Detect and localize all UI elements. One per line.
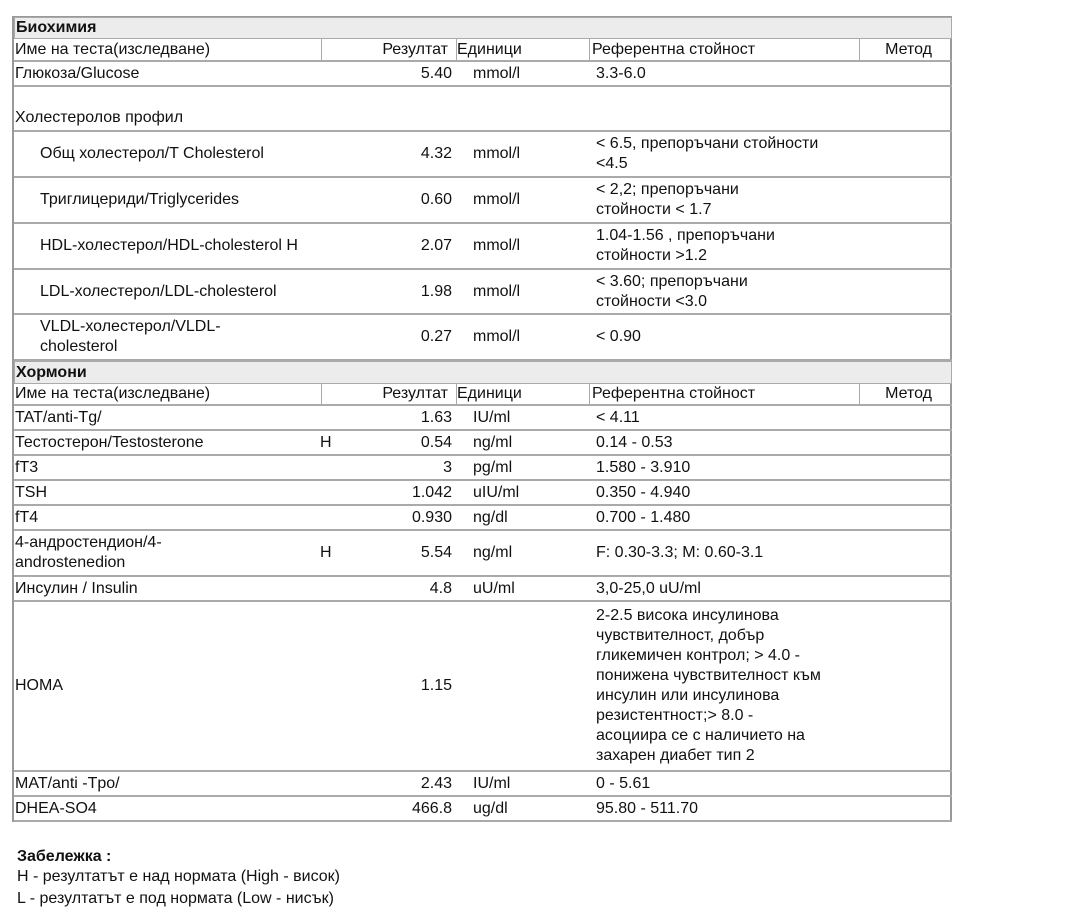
reference-range: 0.14 - 0.53 — [596, 433, 673, 451]
table-row — [14, 178, 952, 224]
reference-range: < 6.5, препоръчани стойности <4.5 — [596, 135, 819, 172]
units: mmol/l — [473, 328, 521, 345]
header-reference: Референтна стойност — [590, 39, 860, 60]
result-value: 0.54 — [420, 433, 452, 451]
units: IU/ml — [473, 774, 511, 792]
units — [473, 602, 593, 770]
table-row — [14, 406, 952, 431]
table-row — [14, 270, 952, 315]
reference-range: < 4.11 — [596, 408, 640, 426]
header-result: Резултат — [322, 39, 457, 60]
header-name: Име на теста(изследване) — [15, 39, 322, 60]
reference-range: 95.80 - 511.70 — [596, 799, 699, 817]
result-value: 1.98 — [420, 282, 452, 300]
units: mmol/l — [473, 237, 521, 254]
section-title-row — [14, 17, 952, 39]
table-row — [14, 602, 952, 772]
result-value: 0.27 — [420, 328, 452, 345]
reference-range: < 0.90 — [596, 328, 641, 345]
result-value: 466.8 — [411, 799, 452, 817]
units: ng/ml — [473, 433, 513, 451]
test-name: HDL-холестерол/HDL-cholesterol H — [40, 237, 298, 254]
header-method: Метод — [885, 40, 932, 58]
table-row — [14, 456, 952, 481]
test-name: HOMA — [15, 677, 63, 694]
reference-range: 3.3-6.0 — [596, 64, 646, 82]
test-name: Глюкоза/Glucose — [15, 64, 140, 82]
units: mmol/l — [473, 282, 521, 300]
table-row — [14, 797, 952, 822]
result-value: 4.32 — [420, 145, 452, 162]
units: uU/ml — [473, 579, 515, 597]
header-units: Единици — [457, 384, 590, 404]
result-value: 1.63 — [420, 408, 452, 426]
reference-range: 1.580 - 3.910 — [596, 458, 691, 476]
note-low: L - резултатът е под нормата (Low - нисък) — [17, 890, 334, 907]
result-value: 4.8 — [429, 579, 452, 597]
test-name: MAT/anti -Tpo/ — [15, 774, 120, 792]
result-value: 0.930 — [411, 508, 452, 526]
result-value: 1.15 — [420, 677, 452, 694]
note-high: H - резултатът е над нормата (High - висок) — [17, 868, 340, 885]
test-name: fT3 — [15, 458, 39, 476]
reference-range: 0.700 - 1.480 — [596, 508, 691, 526]
reference-range: 0.350 - 4.940 — [596, 483, 691, 501]
column-header-row — [14, 384, 952, 406]
test-name: fT4 — [15, 508, 39, 526]
section-title: Хормони — [16, 363, 87, 381]
test-name: Общ холестерол/T Cholesterol — [40, 145, 264, 162]
test-name: LDL-холестерол/LDL-cholesterol — [40, 282, 277, 300]
table-row — [14, 506, 952, 531]
result-value: 5.54 — [420, 544, 452, 561]
column-header-row — [14, 39, 952, 62]
reference-range: < 3.60; препоръчани стойности <3.0 — [596, 272, 748, 310]
test-name: 4-андростендион/4- androstenedion — [15, 534, 162, 571]
units: ng/ml — [473, 544, 513, 561]
result-value: 2.07 — [420, 237, 452, 254]
group-row — [14, 87, 952, 132]
reference-range: 0 - 5.61 — [596, 774, 651, 792]
test-name: Инсулин / Insulin — [15, 579, 138, 597]
table-row — [14, 481, 952, 506]
table-row — [14, 315, 952, 361]
units: pg/ml — [473, 458, 513, 476]
result-value: 3 — [443, 458, 452, 476]
header-result: Резултат — [322, 384, 457, 404]
test-name: Триглицериди/Triglycerides — [40, 191, 239, 208]
reference-range: 2-2.5 висока инсулинова чувствителност, добър гликемичен контрол; > 4.0 - понижена чувствителност към инсулин или инсулинова резистентност;> 8.0 - асоциира се с наличието на захарен диабет тип 2 — [596, 607, 821, 764]
result-value: 0.60 — [420, 191, 452, 208]
header-reference: Референтна стойност — [590, 384, 860, 404]
section-title-row — [14, 361, 952, 384]
result-value: 1.042 — [411, 483, 452, 501]
table-row — [14, 531, 952, 577]
table-row — [14, 132, 952, 178]
table-row — [14, 431, 952, 456]
table-row — [14, 577, 952, 602]
test-name: TAT/anti-Tg/ — [15, 408, 102, 426]
reference-range: < 2,2; препоръчани стойности < 1.7 — [596, 181, 739, 218]
result-value: 5.40 — [420, 64, 452, 82]
reference-range: 1.04-1.56 , препоръчани стойности >1.2 — [596, 227, 775, 264]
reference-range: 3,0-25,0 uU/ml — [596, 579, 701, 597]
results-table — [12, 16, 952, 822]
test-name: Тестостерон/Testosterone — [15, 433, 204, 451]
table-row — [14, 62, 952, 87]
header-units: Единици — [457, 39, 590, 60]
units: mmol/l — [473, 64, 521, 82]
test-name: TSH — [15, 483, 47, 501]
reference-range: F: 0.30-3.3; M: 0.60-3.1 — [596, 544, 764, 561]
header-method: Метод — [885, 385, 932, 402]
flag: H — [320, 433, 332, 451]
table-row — [14, 224, 952, 270]
test-name: VLDL-холестерол/VLDL- cholesterol — [40, 318, 221, 355]
units: uIU/ml — [473, 483, 520, 501]
test-name: DHEA-SO4 — [15, 799, 97, 817]
result-value: 2.43 — [420, 774, 452, 792]
notes-title: Забележка : — [17, 848, 112, 865]
test-name: Холестеролов профил — [15, 109, 184, 126]
units: ng/dl — [473, 508, 508, 526]
header-name: Име на теста(изследване) — [15, 384, 322, 404]
units: mmol/l — [473, 145, 521, 162]
units: IU/ml — [473, 408, 511, 426]
flag: H — [320, 544, 332, 561]
units: mmol/l — [473, 191, 521, 208]
section-title: Биохимия — [16, 19, 97, 36]
units: ug/dl — [473, 799, 508, 817]
table-row — [14, 772, 952, 797]
